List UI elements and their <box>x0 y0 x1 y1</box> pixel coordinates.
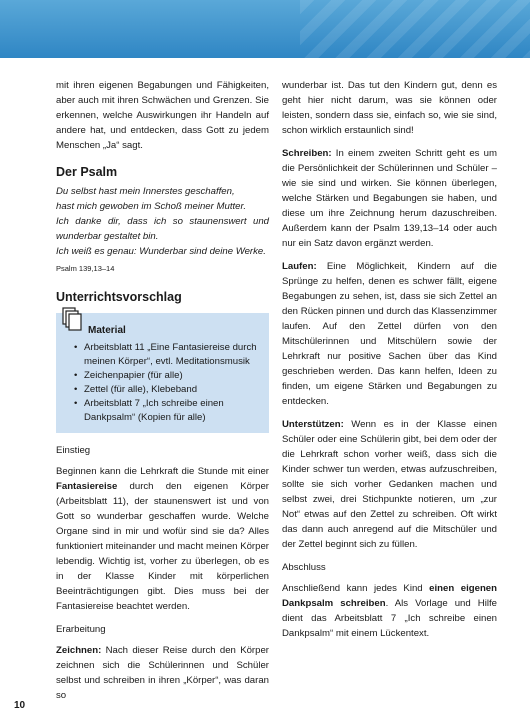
einstieg-keyword: Fantasiereise <box>56 481 118 492</box>
continuation-paragraph: wunderbar ist. Das tut den Kindern gut, denn es geht hier nicht darum, was sie können oder leisten, sondern dass sie, einfach so, wie sie sind, schon wirklich erstaunlich sind! <box>282 80 497 136</box>
laufen-keyword: Laufen: <box>282 261 317 272</box>
material-item: • Arbeitsblatt 7 „Ich schreibe einen Dankpsalm“ (Kopien für alle) <box>76 397 259 425</box>
einstieg-text-pre: Beginnen kann die Lehrkraft die Stunde mit einer <box>56 466 269 477</box>
einstieg-text-post: durch den eigenen Körper (Arbeitsblatt 11), der staunenswert ist und von Gott so wunderbar geschaffen wurde. Welche Organe sind in mir und wofür sind sie da? Alles funktioniert miteinander und macht meinen Körper lebendig. Wichtig ist, vorher zu überlegen, ob es in der Klasse Kinder mit körperlichen Beeinträchtigungen gibt. Dies muss bei der Fantasiereise beachtet werden. <box>56 481 269 612</box>
material-item: • Zettel (für alle), Klebeband <box>76 383 259 397</box>
einstieg-label: Einstieg <box>56 445 91 456</box>
psalm-line: hast mich gewoben im Schoß meiner Mutter. <box>56 201 246 212</box>
schreiben-keyword: Schreiben: <box>282 148 332 159</box>
abschluss-label: Abschluss <box>282 562 326 573</box>
unterstuetzen-keyword: Unterstützen: <box>282 419 344 430</box>
zeichnen-paragraph <box>56 643 269 703</box>
lesson-heading: Unterrichtsvorschlag <box>56 290 182 304</box>
material-list <box>66 341 259 425</box>
laufen-text: Eine Möglichkeit, Kindern auf die Sprünge zu helfen, denen es schwer fällt, eigene Begabungen zu sehen, ist, dass sie sich Zettel an den Rücken pinnen und durch das Klassenzimmer laufen. Auf den Zettel dürfen von den Mitschülerinnen und Mitschülern sowie der Lehrkraft nur positive Sachen über das Kind geschrieben werden. Das kann helfen, Ideen zu finden, um eigene Stärken und Begabungen zu entdecken. <box>282 261 497 407</box>
psalm-line: Ich danke dir, dass ich so staunenswert und wunderbar gestaltet bin. <box>56 216 269 242</box>
left-column <box>56 78 269 711</box>
material-title: Material <box>88 325 126 336</box>
material-box <box>56 313 269 433</box>
header-band <box>0 0 530 58</box>
zeichnen-text: Nach dieser Reise durch den Körper zeichnen sich die Schülerinnen und Schüler selbst und schreiben in ihren „Körper“, was daran so <box>56 645 269 701</box>
zeichnen-keyword: Zeichnen: <box>56 645 102 656</box>
psalm-heading: Der Psalm <box>56 165 118 179</box>
abschluss-text-pre: Anschließend kann jedes Kind <box>282 583 430 594</box>
unterstuetzen-text: Wenn es in der Klasse einen Schüler oder eine Schülerin gibt, bei dem oder der die Lehrkraft schon vorher weiß, dass sich die Kinder schwer tun werden, etwas aufzuschreiben, sollte sie sich vorher Gedanken machen und selbst zwei, drei Stichpunkte notieren, um „zur Not“ etwas auf den Zettel zu schreiben. Oft wirkt das dann auch anregend auf die Mitschüler und der Zettel beginnt sich zu füllen. <box>282 419 497 550</box>
right-column <box>282 78 497 649</box>
abschluss-keyword: einen eigenen Dankpsalm schreiben <box>282 583 498 609</box>
schreiben-paragraph <box>282 146 497 251</box>
erarbeitung-label: Erarbeitung <box>56 624 106 635</box>
psalm-reference: Psalm 139,13–14 <box>56 264 115 273</box>
intro-paragraph: mit ihren eigenen Begabungen und Fähigkeiten, aber auch mit ihren Schwächen und Grenzen. Sie erkennen, welche Auswirkungen ihr Handeln auf andere hat, und entdecken, dass Gott zu jedem Menschen „Ja“ sagt. <box>56 80 269 151</box>
einstieg-paragraph <box>56 464 269 614</box>
documents-icon <box>62 307 82 331</box>
material-item: • Arbeitsblatt 11 „Eine Fantasiereise durch meinen Körper“, evtl. Meditationsmusik <box>76 341 259 369</box>
page-number: 10 <box>14 700 26 711</box>
laufen-paragraph <box>282 259 497 409</box>
psalm-line: Du selbst hast mein Innerstes geschaffen, <box>56 186 235 197</box>
unterstuetzen-paragraph <box>282 417 497 552</box>
psalm-line: Ich weiß es genau: Wunderbar sind deine Werke. <box>56 246 266 257</box>
abschluss-text-post: . Als Vorlage und Hilfe dient das Arbeitsblatt 7 „Ich schreibe einen Dankpsalm“ mit einem Lückentext. <box>282 598 497 639</box>
material-item: • Zeichenpapier (für alle) <box>76 369 259 383</box>
schreiben-text: In einem zweiten Schritt geht es um die Persönlichkeit der Schülerinnen und Schüler – wie sie sind und wirken. Sie können überlegen, welche Stärken und Begabungen sie haben, und diese um ihre Zeichnung herum dazuschreiben. Außerdem kann der Psalm 139,13–14 oder auch nur ein Satz davon ergänzt werden. <box>282 148 497 249</box>
abschluss-paragraph <box>282 581 497 641</box>
